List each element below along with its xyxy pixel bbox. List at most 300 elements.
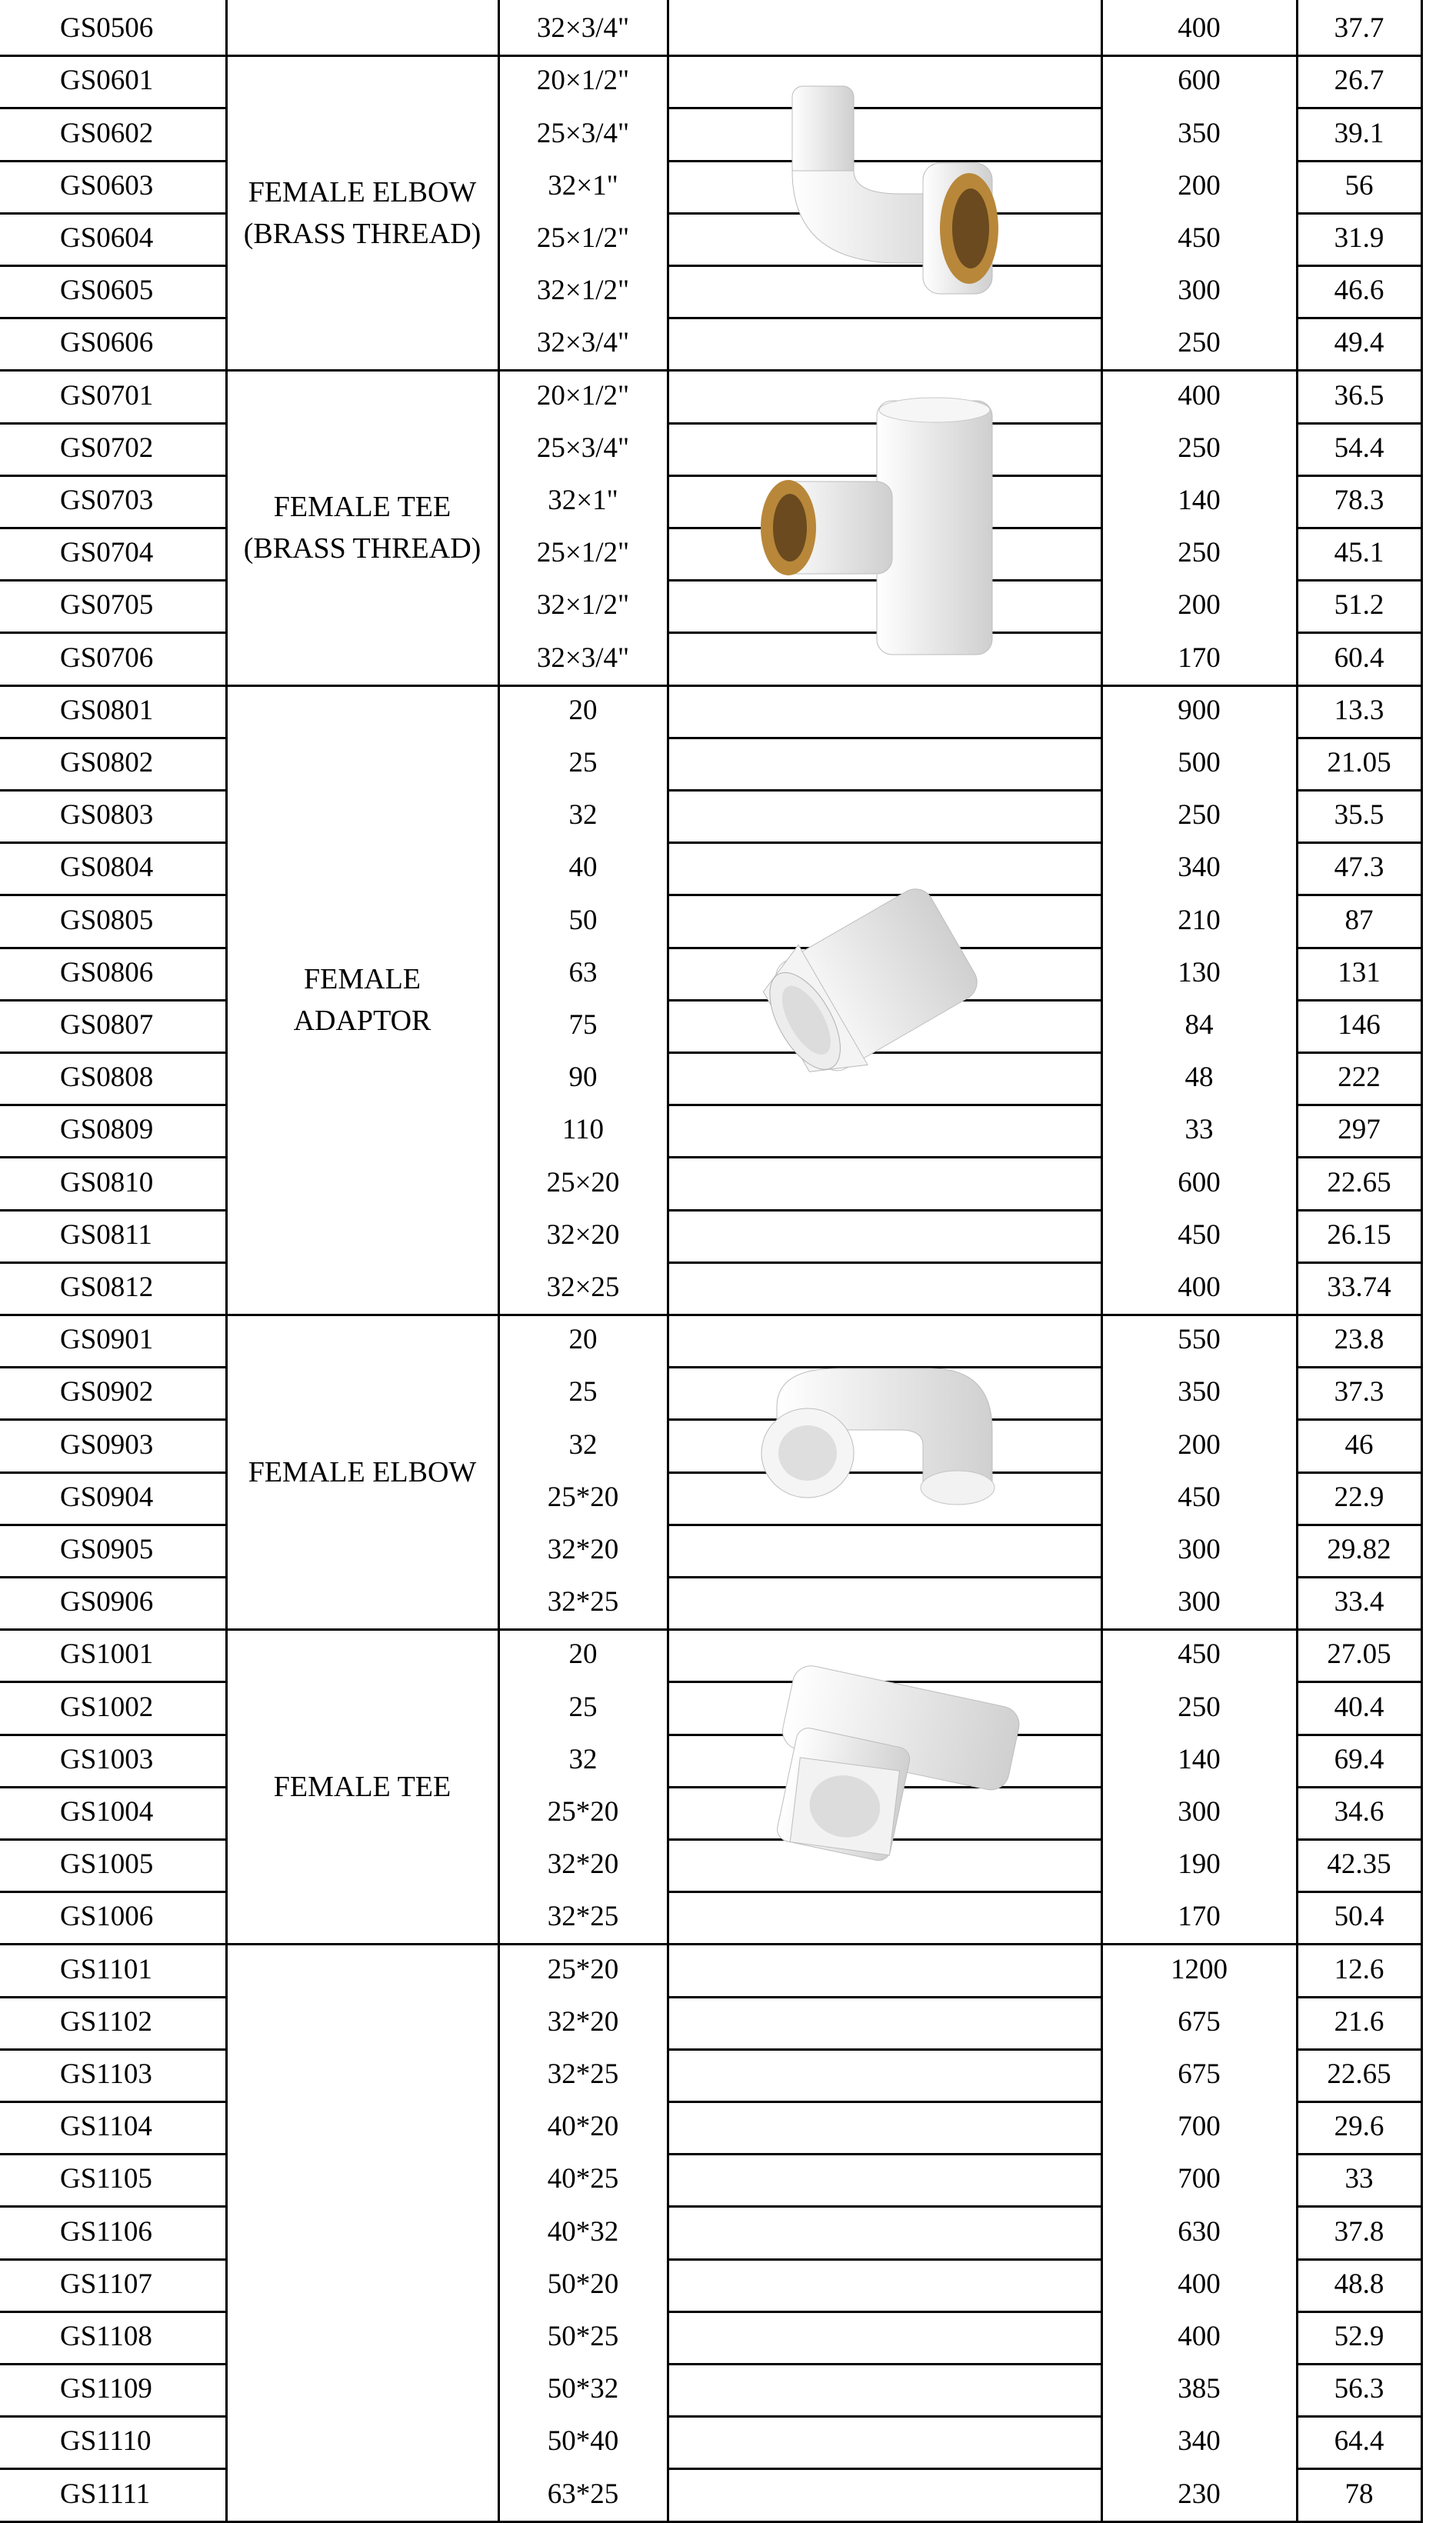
row-divider [0, 632, 226, 634]
row-divider [668, 2101, 1101, 2103]
quantity-cell: 900 [1178, 694, 1221, 726]
group-divider [226, 2521, 668, 2523]
product-group-label [244, 486, 481, 569]
row-divider [668, 1262, 1101, 1264]
group-divider [226, 1628, 668, 1631]
row-divider [0, 579, 226, 582]
size-cell: 25×1/2" [536, 222, 630, 254]
row-divider [0, 1156, 226, 1158]
size-cell: 25*20 [547, 1795, 619, 1828]
quantity-cell: 400 [1178, 12, 1221, 45]
row-divider [1297, 1838, 1421, 1841]
group-divider [226, 1943, 668, 1945]
row-divider [0, 1838, 226, 1841]
price-cell: 37.3 [1334, 1376, 1384, 1408]
code-cell: GS0701 [60, 379, 154, 412]
price-cell: 78 [1344, 2478, 1374, 2510]
size-cell: 20 [568, 1638, 598, 1671]
row-divider [1297, 1314, 1421, 1316]
row-divider [1297, 1262, 1421, 1264]
row-divider [0, 1366, 226, 1368]
row-divider [0, 107, 226, 109]
quantity-cell: 700 [1178, 2111, 1221, 2143]
row-divider [668, 842, 1101, 844]
row-divider [0, 2363, 226, 2365]
code-cell: GS0801 [60, 694, 154, 726]
code-cell: GS0603 [60, 169, 154, 202]
product-group-label-line: FEMALE ELBOW [248, 1455, 477, 1488]
row-divider [0, 1628, 226, 1631]
row-divider [668, 55, 1101, 57]
product-group-label-line: FEMALE TEE [273, 1770, 451, 1803]
quantity-cell: 170 [1178, 1901, 1221, 1933]
code-cell: GS0809 [60, 1114, 154, 1146]
row-divider [1297, 2205, 1421, 2208]
product-group-label-line: (BRASS THREAD) [243, 532, 481, 565]
row-divider [0, 789, 226, 792]
price-cell: 13.3 [1334, 694, 1384, 726]
female-adaptor-image [746, 862, 1023, 1138]
quantity-cell: 200 [1178, 169, 1221, 202]
size-cell: 63 [568, 956, 598, 988]
row-divider [1297, 475, 1421, 477]
row-divider [0, 317, 226, 319]
quantity-cell: 675 [1178, 2058, 1221, 2090]
size-cell: 20 [568, 1324, 598, 1356]
female-elbow-brass-thread-image [746, 75, 1023, 352]
row-divider [1297, 369, 1421, 372]
quantity-cell: 33 [1184, 1114, 1214, 1146]
quantity-cell: 300 [1178, 1586, 1221, 1618]
row-divider [0, 842, 226, 844]
price-cell: 64.4 [1334, 2425, 1384, 2458]
size-cell: 25 [568, 746, 598, 778]
quantity-cell: 700 [1178, 2163, 1221, 2195]
row-divider [0, 894, 226, 896]
price-cell: 27.05 [1327, 1638, 1391, 1671]
size-cell: 40*20 [547, 2111, 619, 2143]
row-divider [0, 265, 226, 267]
row-divider [0, 947, 226, 949]
quantity-cell: 300 [1178, 275, 1221, 307]
price-cell: 56 [1344, 169, 1374, 202]
quantity-cell: 600 [1178, 1166, 1221, 1198]
price-cell: 87 [1344, 904, 1374, 936]
price-cell: 22.65 [1327, 1166, 1391, 1198]
price-cell: 37.8 [1334, 2215, 1384, 2248]
row-divider [668, 2048, 1101, 2051]
row-divider [0, 2048, 226, 2051]
code-cell: GS1003 [60, 1743, 154, 1775]
price-cell: 39.1 [1334, 117, 1384, 149]
quantity-cell: 400 [1178, 2320, 1221, 2352]
row-divider [668, 789, 1101, 792]
product-group-label [244, 172, 481, 255]
size-cell: 40 [568, 852, 598, 884]
group-divider [226, 55, 668, 57]
size-cell: 32*25 [547, 1586, 619, 1618]
row-divider [1297, 789, 1421, 792]
price-cell: 21.6 [1334, 2005, 1384, 2038]
row-divider [0, 1418, 226, 1421]
size-cell: 32×25 [546, 1271, 620, 1303]
row-divider [1297, 1418, 1421, 1421]
price-cell: 33 [1344, 2163, 1374, 2195]
row-divider [1297, 422, 1421, 425]
price-cell: 131 [1338, 956, 1381, 988]
size-cell: 32×1/2" [536, 589, 630, 622]
quantity-cell: 350 [1178, 117, 1221, 149]
price-cell: 78.3 [1334, 484, 1384, 516]
price-cell: 51.2 [1334, 589, 1384, 622]
row-divider [0, 475, 226, 477]
row-divider [1297, 2311, 1421, 2313]
quantity-cell: 400 [1178, 1271, 1221, 1303]
size-cell: 25*20 [547, 1953, 619, 1985]
quantity-cell: 1200 [1171, 1953, 1228, 1985]
quantity-cell: 500 [1178, 746, 1221, 778]
size-cell: 90 [568, 1062, 598, 1094]
size-cell: 110 [561, 1114, 605, 1146]
quantity-cell: 450 [1178, 1638, 1221, 1671]
quantity-cell: 550 [1178, 1324, 1221, 1356]
product-group-label [248, 1451, 477, 1493]
row-divider [1297, 579, 1421, 582]
code-cell: GS1106 [60, 2215, 152, 2248]
row-divider [668, 2205, 1101, 2208]
row-divider [1297, 999, 1421, 1002]
price-cell: 29.6 [1334, 2111, 1384, 2143]
row-divider [1297, 1209, 1421, 1212]
row-divider [0, 1104, 226, 1106]
size-cell: 50*32 [547, 2373, 619, 2405]
row-divider [1297, 265, 1421, 267]
quantity-cell: 450 [1178, 222, 1221, 254]
code-cell: GS0803 [60, 799, 154, 832]
price-cell: 29.82 [1327, 1533, 1391, 1565]
row-divider [668, 2468, 1101, 2470]
quantity-cell: 300 [1178, 1533, 1221, 1565]
size-cell: 32 [568, 1743, 598, 1775]
quantity-cell: 250 [1178, 799, 1221, 832]
row-divider [668, 1628, 1101, 1631]
row-divider [0, 2521, 226, 2523]
size-cell: 50 [568, 904, 598, 936]
price-cell: 26.7 [1334, 65, 1384, 97]
size-cell: 32×20 [546, 1218, 620, 1251]
price-cell: 40.4 [1334, 1691, 1384, 1723]
quantity-cell: 190 [1178, 1848, 1221, 1881]
row-divider [1297, 685, 1421, 687]
row-divider [0, 1314, 226, 1316]
code-cell: GS0901 [60, 1324, 154, 1356]
quantity-cell: 630 [1178, 2215, 1221, 2248]
female-elbow-image [746, 1334, 1023, 1611]
size-cell: 75 [568, 1008, 598, 1041]
row-divider [0, 1786, 226, 1788]
row-divider [0, 2205, 226, 2208]
row-divider [0, 1943, 226, 1945]
quantity-cell: 210 [1178, 904, 1221, 936]
size-cell: 20×1/2" [536, 379, 630, 412]
row-divider [0, 1262, 226, 1264]
price-cell: 52.9 [1334, 2320, 1384, 2352]
code-cell: GS0810 [60, 1166, 154, 1198]
row-divider [668, 2521, 1101, 2523]
row-divider [1297, 55, 1421, 57]
size-cell: 32*20 [547, 1848, 619, 1881]
quantity-cell: 84 [1184, 1008, 1214, 1041]
size-cell: 32×1/2" [536, 275, 630, 307]
size-cell: 40*32 [547, 2215, 619, 2248]
row-divider [1297, 2468, 1421, 2470]
row-divider [1297, 2521, 1421, 2523]
group-column-border [498, 0, 500, 2523]
quantity-cell: 250 [1178, 432, 1221, 464]
size-cell: 32×1" [548, 484, 618, 516]
price-cell: 34.6 [1334, 1795, 1384, 1828]
row-divider [1297, 1628, 1421, 1631]
row-divider [1297, 2048, 1421, 2051]
row-divider [0, 1052, 226, 1054]
code-cell: GS0805 [60, 904, 154, 936]
quantity-cell: 340 [1178, 2425, 1221, 2458]
price-cell: 23.8 [1334, 1324, 1384, 1356]
row-divider [0, 1996, 226, 1998]
row-divider [1297, 2415, 1421, 2418]
row-divider [1297, 2101, 1421, 2103]
size-cell: 25×3/4" [536, 432, 630, 464]
code-cell: GS0806 [60, 956, 154, 988]
row-divider [0, 999, 226, 1002]
row-divider [1297, 212, 1421, 215]
price-cell: 35.5 [1334, 799, 1384, 832]
code-cell: GS0812 [60, 1271, 154, 1303]
code-cell: GS1102 [60, 2005, 152, 2038]
price-cell: 46.6 [1334, 275, 1384, 307]
code-cell: GS0802 [60, 746, 154, 778]
group-divider [1101, 1628, 1297, 1631]
quantity-cell: 140 [1178, 1743, 1221, 1775]
code-cell: GS0506 [60, 12, 154, 45]
quantity-cell: 130 [1178, 956, 1221, 988]
row-divider [1297, 1786, 1421, 1788]
female-tee-brass-thread-image [746, 389, 1023, 666]
product-group-label-line: (BRASS THREAD) [243, 217, 481, 250]
row-divider [1297, 107, 1421, 109]
code-cell: GS1005 [60, 1848, 154, 1881]
row-divider [1297, 2153, 1421, 2155]
row-divider [668, 1156, 1101, 1158]
size-cell: 50*20 [547, 2268, 619, 2300]
row-divider [1297, 1366, 1421, 1368]
code-cell: GS0705 [60, 589, 154, 622]
row-divider [0, 527, 226, 529]
row-divider [1297, 737, 1421, 739]
row-divider [0, 1734, 226, 1736]
code-cell: GS0601 [60, 65, 154, 97]
code-cell: GS1104 [60, 2111, 152, 2143]
code-cell: GS0807 [60, 1008, 154, 1041]
row-divider [0, 160, 226, 162]
price-cell: 37.7 [1334, 12, 1384, 45]
row-divider [1297, 317, 1421, 319]
size-cell: 32 [568, 1428, 598, 1461]
price-cell: 26.15 [1327, 1218, 1391, 1251]
row-divider [0, 2468, 226, 2470]
quantity-cell: 300 [1178, 1795, 1221, 1828]
size-cell: 25×3/4" [536, 117, 630, 149]
code-cell: GS1107 [60, 2268, 152, 2300]
row-divider [1297, 2258, 1421, 2261]
code-cell: GS0902 [60, 1376, 154, 1408]
group-divider [1101, 1314, 1297, 1316]
quantity-cell: 250 [1178, 327, 1221, 359]
size-cell: 50*25 [547, 2320, 619, 2352]
row-divider [0, 422, 226, 425]
product-group-label-line: FEMALE ELBOW [248, 175, 477, 208]
row-divider [668, 1943, 1101, 1945]
size-cell: 32×3/4" [536, 12, 630, 45]
row-divider [0, 2311, 226, 2313]
group-divider [1101, 2521, 1297, 2523]
price-cell: 54.4 [1334, 432, 1384, 464]
row-divider [0, 1576, 226, 1578]
price-cell: 46 [1344, 1428, 1374, 1461]
row-divider [1297, 1524, 1421, 1526]
size-cell: 25*20 [547, 1481, 619, 1513]
code-cell: GS0906 [60, 1586, 154, 1618]
code-cell: GS0811 [60, 1218, 152, 1251]
row-divider [668, 2153, 1101, 2155]
code-cell: GS0605 [60, 275, 154, 307]
row-divider [1297, 947, 1421, 949]
row-divider [0, 2101, 226, 2103]
row-divider [668, 2311, 1101, 2313]
code-cell: GS0808 [60, 1062, 154, 1094]
row-divider [1297, 1943, 1421, 1945]
code-cell: GS0704 [60, 537, 154, 569]
row-divider [1297, 2363, 1421, 2365]
row-divider [1297, 527, 1421, 529]
row-divider [0, 212, 226, 215]
code-cell: GS1006 [60, 1901, 154, 1933]
row-divider [0, 1524, 226, 1526]
price-cell: 48.8 [1334, 2268, 1384, 2300]
code-cell: GS1111 [60, 2478, 151, 2510]
price-cell: 36.5 [1334, 379, 1384, 412]
price-cell: 146 [1338, 1008, 1381, 1041]
price-cell: 69.4 [1334, 1743, 1384, 1775]
size-cell: 20×1/2" [536, 65, 630, 97]
code-cell: GS0702 [60, 432, 154, 464]
price-cell: 50.4 [1334, 1901, 1384, 1933]
group-divider [226, 1314, 668, 1316]
price-cell: 12.6 [1334, 1953, 1384, 1985]
row-divider [0, 2258, 226, 2261]
row-divider [668, 2363, 1101, 2365]
code-cell: GS1101 [60, 1953, 152, 1985]
quantity-cell: 400 [1178, 2268, 1221, 2300]
size-cell: 20 [568, 694, 598, 726]
quantity-cell: 200 [1178, 589, 1221, 622]
quantity-cell: 450 [1178, 1481, 1221, 1513]
code-cell: GS0904 [60, 1481, 154, 1513]
code-cell: GS0706 [60, 642, 154, 674]
row-divider [0, 55, 226, 57]
price-cell: 21.05 [1327, 746, 1391, 778]
price-cell: 49.4 [1334, 327, 1384, 359]
price-cell: 45.1 [1334, 537, 1384, 569]
size-cell: 32×1" [548, 169, 618, 202]
product-group-label-line: FEMALE TEE [273, 491, 451, 523]
row-divider [1297, 1471, 1421, 1474]
price-cell: 22.65 [1327, 2058, 1391, 2090]
product-group-label [274, 1766, 451, 1808]
code-cell: GS0804 [60, 852, 154, 884]
price-cell: 22.9 [1334, 1481, 1384, 1513]
quantity-cell: 170 [1178, 642, 1221, 674]
product-group-label-line: ADAPTOR [293, 1004, 431, 1037]
row-divider [0, 1209, 226, 1212]
row-divider [668, 1209, 1101, 1212]
group-divider [1101, 1943, 1297, 1945]
code-cell: GS1110 [60, 2425, 152, 2458]
row-divider [1297, 1681, 1421, 1683]
size-cell: 50*40 [547, 2425, 619, 2458]
price-cell: 47.3 [1334, 852, 1384, 884]
row-divider [668, 369, 1101, 372]
row-divider [0, 2153, 226, 2155]
quantity-cell: 400 [1178, 379, 1221, 412]
price-cell: 60.4 [1334, 642, 1384, 674]
quantity-cell: 675 [1178, 2005, 1221, 2038]
row-divider [1297, 1576, 1421, 1578]
row-divider [668, 1996, 1101, 1998]
group-divider [226, 685, 668, 687]
quantity-cell: 250 [1178, 1691, 1221, 1723]
quantity-cell: 48 [1184, 1062, 1214, 1094]
size-cell: 32×3/4" [536, 642, 630, 674]
row-divider [1297, 1156, 1421, 1158]
price-cell: 31.9 [1334, 222, 1384, 254]
group-divider [1101, 55, 1297, 57]
size-cell: 63*25 [547, 2478, 619, 2510]
size-cell: 32*20 [547, 1533, 619, 1565]
female-tee-image [746, 1648, 1023, 1925]
row-divider [0, 1891, 226, 1893]
row-divider [1297, 1891, 1421, 1893]
quantity-cell: 350 [1178, 1376, 1221, 1408]
quantity-cell: 340 [1178, 852, 1221, 884]
price-cell: 222 [1338, 1062, 1381, 1094]
group-divider [1101, 685, 1297, 687]
row-divider [668, 685, 1101, 687]
price-cell: 33.4 [1334, 1586, 1384, 1618]
row-divider [0, 1471, 226, 1474]
price-cell: 56.3 [1334, 2373, 1384, 2405]
code-cell: GS0602 [60, 117, 154, 149]
row-divider [0, 737, 226, 739]
code-cell: GS0606 [60, 327, 154, 359]
row-divider [668, 737, 1101, 739]
quantity-cell: 250 [1178, 537, 1221, 569]
row-divider [0, 1681, 226, 1683]
code-cell: GS1109 [60, 2373, 152, 2405]
size-cell: 32*25 [547, 1901, 619, 1933]
size-cell: 25×1/2" [536, 537, 630, 569]
size-cell: 32 [568, 799, 598, 832]
